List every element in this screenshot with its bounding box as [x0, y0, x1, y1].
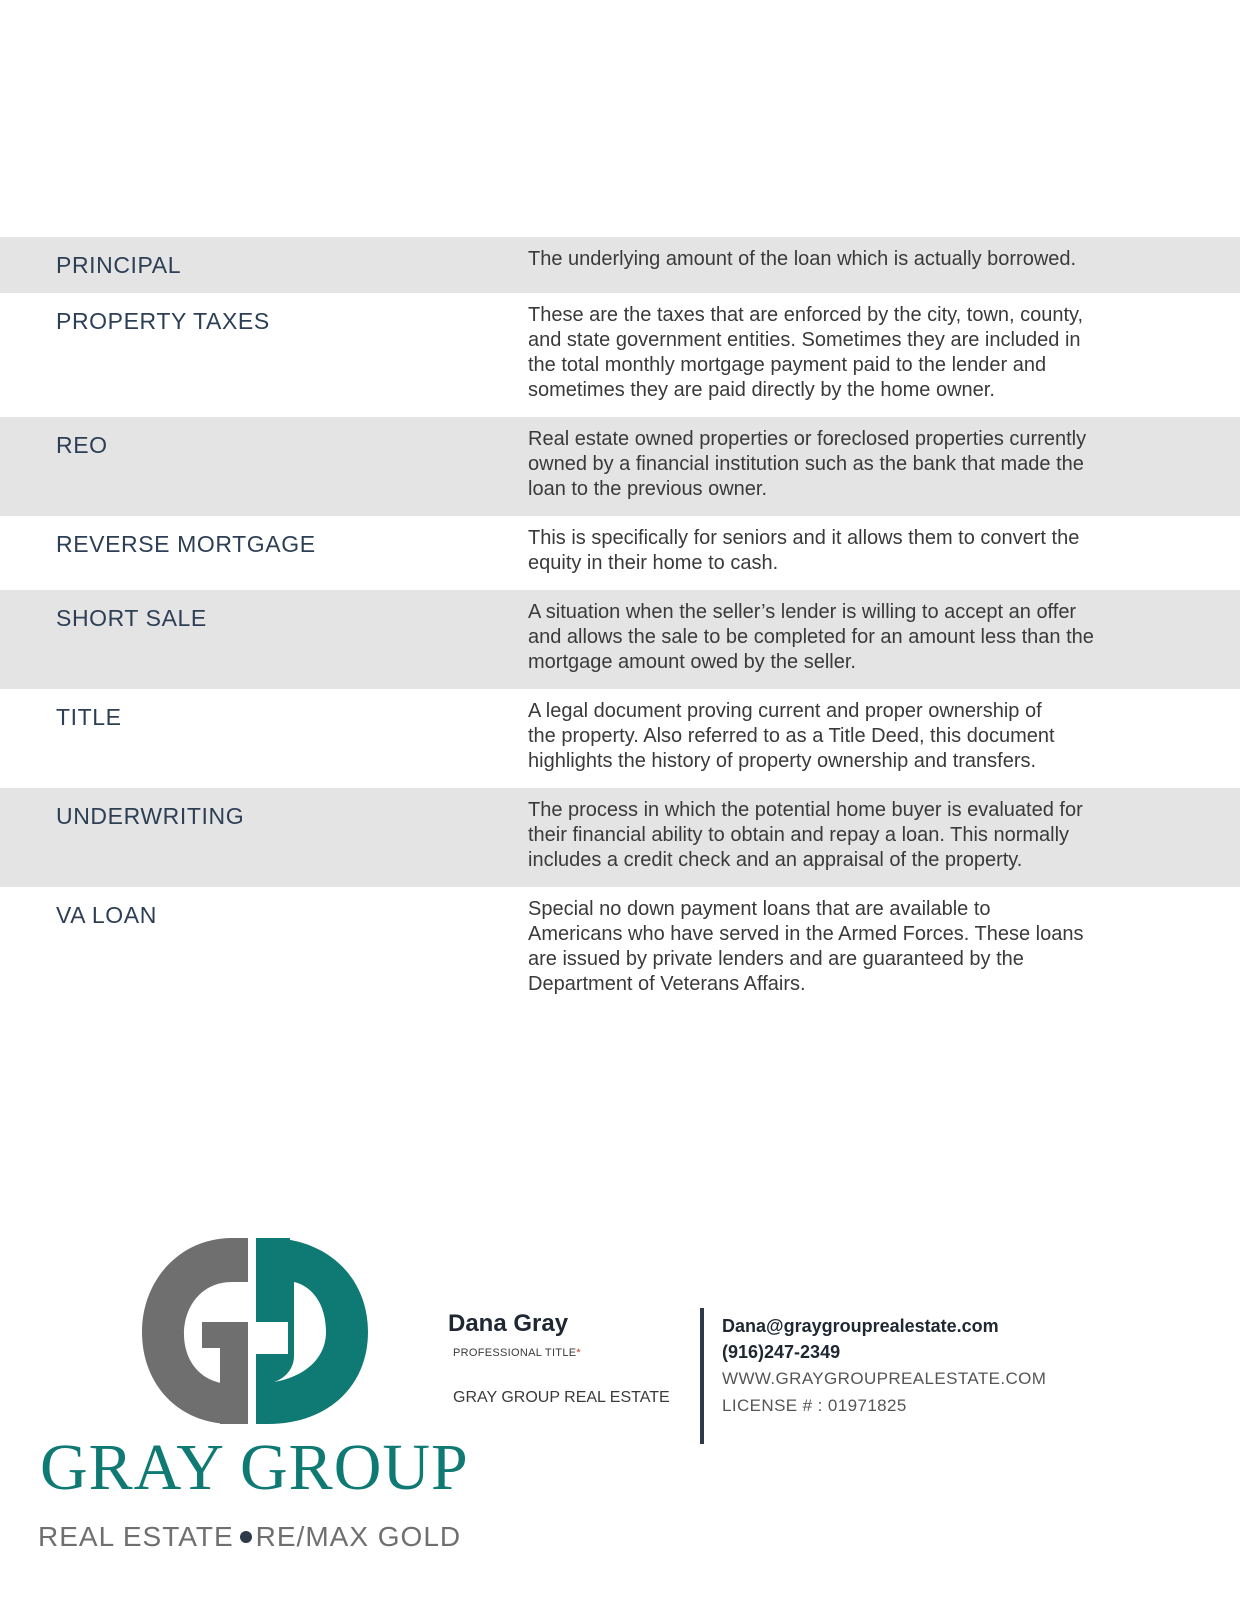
glossary-term: PROPERTY TAXES: [56, 308, 270, 334]
glossary-term: TITLE: [56, 704, 122, 730]
brand-name: GRAY GROUP: [40, 1431, 469, 1504]
glossary-definition: A legal document proving current and proper ownership of the property. Also referred to as a Title Deed, this document highlights the history of property ownership and transfers.: [528, 700, 1055, 772]
glossary-term: REO: [56, 432, 108, 458]
glossary-row: [0, 788, 1240, 887]
bullet-icon: [240, 1531, 252, 1543]
glossary-definition: The underlying amount of the loan which is actually borrowed.: [528, 248, 1077, 270]
glossary-row: [0, 293, 1240, 417]
glossary-row: [0, 237, 1240, 293]
agent-title-mark: *: [576, 1347, 581, 1359]
contact-license: LICENSE # : 01971825: [722, 1396, 907, 1415]
glossary-row: [0, 417, 1240, 516]
footer-divider: [700, 1308, 704, 1444]
glossary-definition: Real estate owned properties or foreclosed properties currently owned by a financial institution such as the bank that made the loan to the previous owner.: [528, 428, 1087, 500]
glossary-definition: This is specifically for seniors and it allows them to convert the equity in their home to cash.: [528, 527, 1080, 574]
agent-title-text: PROFESSIONAL TITLE: [453, 1347, 577, 1359]
brand-tagline: [38, 1521, 461, 1553]
brand-tagline-right: RE/MAX GOLD: [255, 1521, 462, 1552]
agent-title: [453, 1347, 581, 1359]
glossary-term: PRINCIPAL: [56, 252, 182, 278]
brand-tagline-left: REAL ESTATE: [38, 1521, 234, 1552]
glossary-definition: Special no down payment loans that are available to Americans who have served in the Armed Forces. These loans are issued by private lenders and are guaranteed by the Department of Veterans Affairs.: [528, 898, 1084, 995]
contact-phone[interactable]: (916)247-2349: [722, 1342, 841, 1362]
glossary-row: [0, 689, 1240, 788]
glossary-term: SHORT SALE: [56, 605, 207, 631]
glossary-definition: These are the taxes that are enforced by the city, town, county, and state government entities. Sometimes they are included in the total monthly mortgage payment paid to the lender and sometimes they are paid directly by the home owner.: [528, 304, 1084, 401]
glossary-term: VA LOAN: [56, 902, 157, 928]
agent-company: GRAY GROUP REAL ESTATE: [453, 1389, 670, 1406]
glossary-table: [0, 237, 1240, 1011]
glossary-term: UNDERWRITING: [56, 803, 245, 829]
glossary-term: REVERSE MORTGAGE: [56, 531, 316, 557]
glossary-row: [0, 516, 1240, 590]
gray-group-logo-icon: [140, 1236, 370, 1426]
contact-email[interactable]: Dana@graygrouprealestate.com: [722, 1316, 999, 1336]
contact-website[interactable]: WWW.GRAYGROUPREALESTATE.COM: [722, 1369, 1047, 1388]
agent-name: Dana Gray: [448, 1310, 569, 1337]
glossary-definition: The process in which the potential home buyer is evaluated for their financial ability to obtain and repay a loan. This normally includes a credit check and an appraisal of the property.: [528, 799, 1083, 871]
glossary-row: [0, 590, 1240, 689]
glossary-row: [0, 887, 1240, 1011]
glossary-definition: A situation when the seller’s lender is willing to accept an offer and allows the sale to be completed for an amount less than the mortgage amount owed by the seller.: [528, 601, 1094, 673]
